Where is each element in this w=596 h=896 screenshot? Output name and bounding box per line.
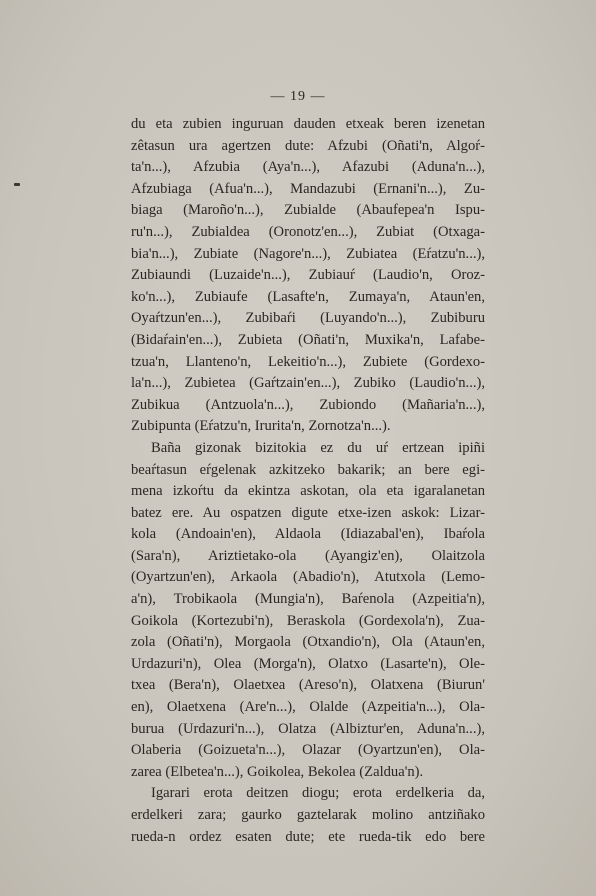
text-line: ko'n...), Zubiaufe (Lasafte'n, Zumaya'n, Ataun'en,: [131, 288, 485, 305]
text-line: rueda-n ordez esaten dute; ete rueda-tik edo bere: [131, 828, 485, 845]
text-line: bia'n...), Zubiate (Nagore'n...), Zubiatea (Eŕatzu'n...),: [131, 245, 485, 262]
text-line: mena izkoŕtu da ekintza askotan, ola eta igaralanetan: [131, 483, 485, 500]
text-line: Zubipunta (Eŕatzu'n, Irurita'n, Zornotza'n...).: [131, 418, 391, 435]
text-line: Zubikua (Antzuola'n...), Zubiondo (Mañaria'n...),: [131, 396, 485, 413]
text-line: zarea (Elbetea'n...), Goikolea, Bekolea (Zaldua'n).: [131, 763, 424, 780]
margin-mark: [14, 183, 20, 186]
text-line: (Sara'n), Ariztietako-ola (Ayangiz'en), Olaitzola: [131, 547, 485, 564]
text-line: a'n), Trobikaola (Mungia'n), Baŕenola (Azpeitia'n),: [131, 591, 485, 608]
text-line: en), Olaetxena (Are'n...), Olalde (Azpeitia'n...), Ola-: [131, 699, 485, 716]
text-line: (Bidaŕain'en...), Zubieta (Oñati'n, Muxika'n, Lafabe-: [131, 331, 485, 348]
text-line: ru'n...), Zubialdea (Oronotz'en...), Zubiat (Otxaga-: [131, 223, 485, 240]
text-line: txea (Bera'n), Olaetxea (Areso'n), Olatxena (Biurun': [131, 677, 485, 694]
text-line: Goikola (Kortezubi'n), Beraskola (Gordexola'n), Zua-: [131, 612, 485, 629]
text-line: Oyaŕtzun'en...), Zubibaŕi (Luyando'n...), Zubiburu: [131, 310, 485, 327]
text-line: (Oyartzun'en), Arkaola (Abadio'n), Atutxola (Lemo-: [131, 569, 485, 586]
text-line: erdelkeri zara; gaurko gaztelarak molino antziñako: [131, 807, 485, 823]
body-text: [131, 114, 485, 848]
page-number: — 19 —: [270, 89, 326, 104]
text-line: Afzubiaga (Afua'n...), Mandazubi (Ernani'n...), Zu-: [131, 180, 485, 197]
text-line: Baña gizonak bizitokia ez du uŕ ertzean ipiñi: [151, 439, 485, 456]
text-line: tzua'n, Llanteno'n, Lekeitio'n...), Zubiete (Gordexo-: [131, 353, 485, 370]
text-line: burua (Urdazuri'n...), Olatza (Albiztur'en, Aduna'n...),: [131, 720, 485, 737]
text-line: batez ere. Au ospatzen digute etxe-izen askok: Lizar-: [131, 504, 485, 521]
text-line: zola (Oñati'n), Morgaola (Otxandio'n), Ola (Ataun'en,: [131, 634, 485, 651]
text-line: du eta zubien inguruan dauden etxeak beren izenetan: [131, 116, 485, 132]
text-line: la'n...), Zubietea (Gaŕtzain'en...), Zubiko (Laudio'n...),: [131, 375, 485, 392]
text-line: ta'n...), Afzubia (Aya'n...), Afazubi (Aduna'n...),: [131, 159, 485, 176]
text-line: kola (Andoain'en), Aldaola (Idiazabal'en), Ibaŕola: [131, 526, 485, 543]
text-line: Igarari erota deitzen diogu; erota erdelkeria da,: [151, 785, 485, 802]
text-line: Urdazuri'n), Olea (Morga'n), Olatxo (Lasarte'n), Ole-: [131, 655, 485, 672]
text-line: beaŕtasun eŕgelenak azkitzeko bakarik; an bere egi-: [131, 461, 485, 478]
text-line: Zubiaundi (Luzaide'n...), Zubiauŕ (Laudio'n, Oroz-: [131, 267, 485, 284]
text-line: zêtasun ura agertzen dute: Afzubi (Oñati'n, Algoŕ-: [131, 137, 485, 154]
text-line: Olaberia (Goizueta'n...), Olazar (Oyartzun'en), Ola-: [131, 742, 485, 759]
text-line: biaga (Maroño'n...), Zubialde (Abaufepea'n Ispu-: [131, 202, 485, 219]
